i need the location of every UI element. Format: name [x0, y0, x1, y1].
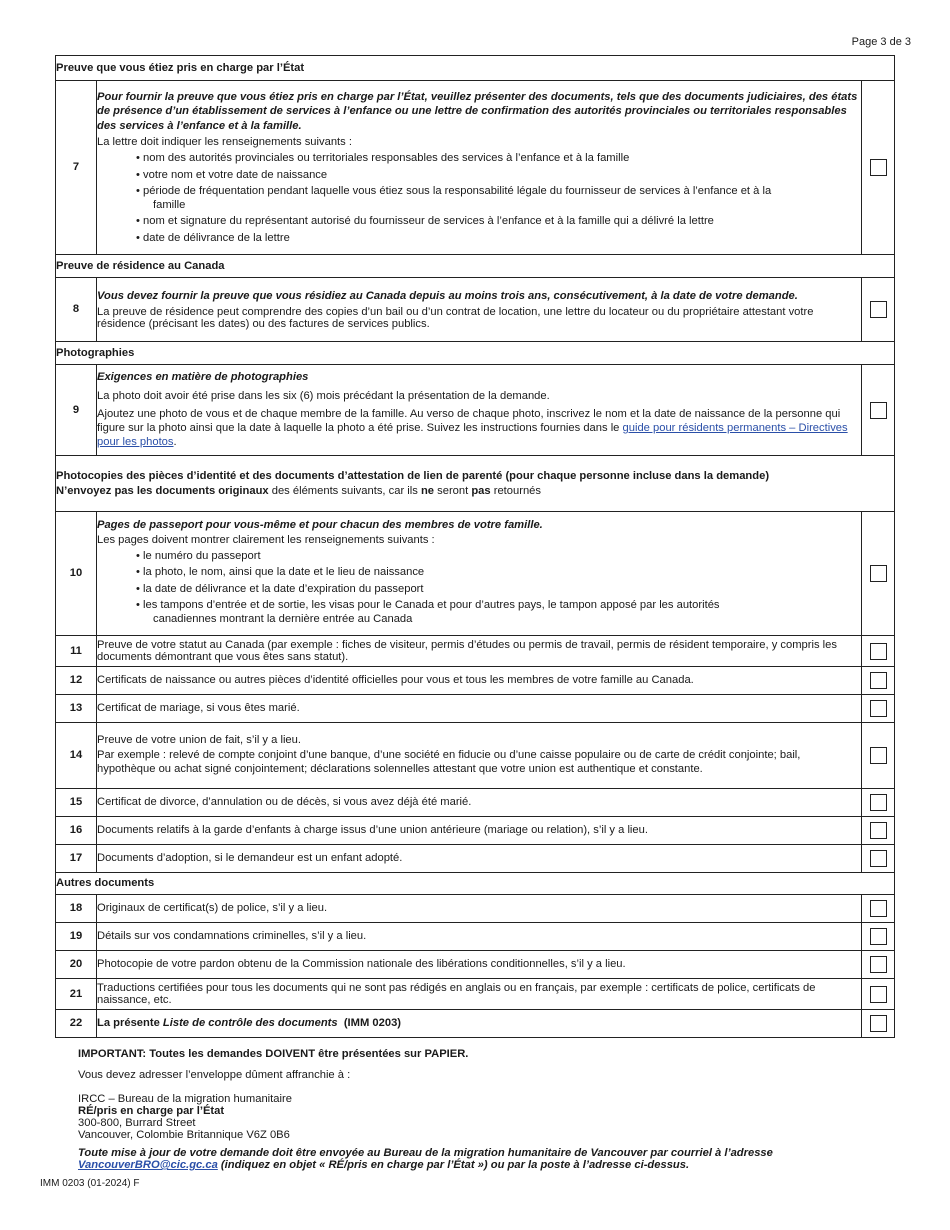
form-code: IMM 0203 (01-2024) F	[40, 1178, 140, 1189]
checklist-row-9	[56, 365, 895, 456]
checklist-row-10	[56, 512, 895, 636]
section-state-care: Preuve que vous étiez pris en charge par l’État	[56, 56, 895, 81]
checkbox-7[interactable]	[870, 159, 887, 176]
item-8-text: La preuve de résidence peut comprendre des copies d’un bail ou d’un contrat de location, une lettre du locateur ou du propriétaire attestant votre résidence (précisant les dates) ou des factures de services publics.	[97, 305, 814, 330]
checklist-row-22	[56, 1010, 895, 1038]
checklist-row-14	[56, 723, 895, 789]
item-number: 21	[56, 979, 97, 1010]
item-number: 12	[56, 667, 97, 695]
item-number: 15	[56, 789, 97, 817]
item-number: 16	[56, 817, 97, 845]
section-residence: Preuve de résidence au Canada	[56, 255, 895, 278]
item-number: 17	[56, 845, 97, 873]
address-line: RÉ/pris en charge par l’État	[78, 1105, 225, 1117]
checkbox-22[interactable]	[870, 1015, 887, 1032]
item-number: 11	[56, 636, 97, 667]
checklist-row-12	[56, 667, 895, 695]
checkbox-19[interactable]	[870, 928, 887, 945]
item-7-bullet: • période de fréquentation pendant laquelle vous étiez sous la responsabilité légale du fournisseur de services à l’enfance et à la	[136, 184, 772, 197]
checkbox-12[interactable]	[870, 672, 887, 689]
checklist-row-20	[56, 951, 895, 979]
checklist-row-8	[56, 278, 895, 342]
checkbox-8[interactable]	[870, 301, 887, 318]
checkbox-15[interactable]	[870, 794, 887, 811]
send-instruction: Vous devez adresser l’enveloppe dûment affranchie à :	[78, 1069, 351, 1081]
checklist-row-13	[56, 695, 895, 723]
item-7-bullet-cont: famille	[153, 199, 186, 212]
item-19-text: Détails sur vos condamnations criminelles, s’il y a lieu.	[97, 923, 862, 951]
item-9-instructions: Ajoutez une photo de vous et de chaque membre de la famille. Au verso de chaque photo, inscrivez le nom et la date de naissance de la personne qui figure sur la photo ainsi que la date à laquelle la photo a été prise. Suivez les instructions fournies dans le	[97, 407, 841, 435]
item-number: 18	[56, 895, 97, 923]
checkbox-21[interactable]	[870, 986, 887, 1003]
item-9-period: .	[173, 436, 177, 449]
checkbox-17[interactable]	[870, 850, 887, 867]
item-number: 9	[56, 365, 97, 456]
section-photos: Photographies	[56, 342, 895, 365]
item-number: 19	[56, 923, 97, 951]
item-10-bullet: • les tampons d’entrée et de sortie, les visas pour le Canada et pour d’autres pays, le tampon apposé par les autorités	[136, 598, 720, 611]
checklist-row-7	[56, 81, 895, 255]
item-7-bullet: • date de délivrance de la lettre	[136, 231, 290, 244]
checkbox-11[interactable]	[870, 643, 887, 660]
checklist-row-15	[56, 789, 895, 817]
item-10-lead: Les pages doivent montrer clairement les renseignements suivants :	[97, 533, 435, 546]
section-identity	[56, 456, 895, 512]
address-line: Vancouver, Colombie Britannique V6Z 0B6	[78, 1129, 290, 1141]
item-13-text: Certificat de mariage, si vous êtes marié.	[97, 695, 862, 723]
item-number: 22	[56, 1010, 97, 1038]
item-10-intro: Pages de passeport pour vous-même et pour chacun des membres de votre famille.	[97, 519, 543, 532]
item-22-text: La présente Liste de contrôle des documents (IMM 0203)	[97, 1010, 862, 1038]
item-10-bullet: • le numéro du passeport	[136, 550, 261, 563]
important-notice: IMPORTANT: Toutes les demandes DOIVENT être présentées sur PAPIER.	[78, 1048, 469, 1060]
item-9-intro: Exigences en matière de photographies	[97, 371, 309, 384]
item-8-intro: Vous devez fournir la preuve que vous résidiez au Canada depuis au moins trois ans, consécutivement, à la date de votre demande.	[97, 290, 798, 303]
checkbox-20[interactable]	[870, 956, 887, 973]
item-7-bullet: • nom et signature du représentant autorisé du fournisseur de services à l’enfance et à la famille qui a délivré la lettre	[136, 215, 714, 228]
item-21-text: Traductions certifiées pour tous les documents qui ne sont pas rédigés en anglais ou en français, par exemple : certificats de police, certificats de naissance, etc.	[97, 979, 862, 1010]
page-number: Page 3 de 3	[851, 36, 911, 48]
checklist-row-18	[56, 895, 895, 923]
checklist-row-11	[56, 636, 895, 667]
document-checklist-table	[55, 55, 895, 1038]
item-7-bullet: • votre nom et votre date de naissance	[136, 168, 328, 181]
item-7-lead: La lettre doit indiquer les renseignements suivants :	[97, 135, 352, 148]
item-16-text: Documents relatifs à la garde d’enfants à charge issus d’une union antérieure (mariage ou relation), s’il y a lieu.	[97, 817, 862, 845]
item-7-intro: Pour fournir la preuve que vous étiez pris en charge par l’État, veuillez présenter des documents, tels que des documents judiciaires, des états de présence d’un établissement de services à l’enfance ou une lettre de confirmation des autorités provinciales ou territoriales responsables des services à l’enfance et à la famille.	[97, 91, 858, 132]
photo-guide-link[interactable]: guide pour résidents permanents – Directives pour les photos	[97, 422, 848, 449]
checklist-row-19	[56, 923, 895, 951]
section-other: Autres documents	[56, 873, 895, 895]
item-10-bullet: • la date de délivrance et la date d’expiration du passeport	[136, 582, 424, 595]
item-15-text: Certificat de divorce, d’annulation ou de décès, si vous avez déjà été marié.	[97, 789, 862, 817]
checkbox-13[interactable]	[870, 700, 887, 717]
item-7-bullet: • nom des autorités provinciales ou territoriales responsables des services à l’enfance et à la famille	[136, 152, 630, 165]
item-number: 14	[56, 723, 97, 789]
mailing-instructions	[78, 1048, 898, 1171]
item-number: 13	[56, 695, 97, 723]
email-link[interactable]: VancouverBRO@cic.gc.ca	[78, 1159, 218, 1171]
item-number: 10	[56, 512, 97, 636]
checklist-row-16	[56, 817, 895, 845]
checklist-row-17	[56, 845, 895, 873]
item-12-text: Certificats de naissance ou autres pièces d’identité officielles pour vous et tous les membres de votre famille au Canada.	[97, 667, 862, 695]
checkbox-9[interactable]	[870, 402, 887, 419]
checkbox-10[interactable]	[870, 565, 887, 582]
item-number: 20	[56, 951, 97, 979]
checkbox-16[interactable]	[870, 822, 887, 839]
item-number: 8	[56, 278, 97, 342]
item-9-text: La photo doit avoir été prise dans les six (6) mois précédant la présentation de la demande.	[97, 389, 550, 402]
item-14-text: Preuve de votre union de fait, s’il y a lieu.	[97, 734, 301, 747]
item-11-text: Preuve de votre statut au Canada (par exemple : fiches de visiteur, permis d’études ou permis de travail, permis de résident temporaire, y compris les documents démontrant que vous êtes sans statut).	[97, 636, 862, 667]
address-line: IRCC – Bureau de la migration humanitaire	[78, 1093, 292, 1105]
checkbox-18[interactable]	[870, 900, 887, 917]
item-18-text: Originaux de certificat(s) de police, s’il y a lieu.	[97, 895, 862, 923]
checklist-row-21	[56, 979, 895, 1010]
item-10-bullet-cont: canadiennes montrant la dernière entrée au Canada	[153, 613, 413, 626]
section-identity-note: N’envoyez pas les documents originaux des éléments suivants, car ils ne seront pas retournés	[56, 484, 541, 497]
section-identity-title: Photocopies des pièces d’identité et des documents d’attestation de lien de parenté (pour chaque personne incluse dans la demande)	[56, 470, 770, 483]
address-line: 300-800, Burrard Street	[78, 1117, 196, 1129]
item-20-text: Photocopie de votre pardon obtenu de la Commission nationale des libérations conditionnelles, s’il y a lieu.	[97, 951, 862, 979]
item-14-example: Par exemple : relevé de compte conjoint d’une banque, d’une société en fiducie ou d’une caisse populaire ou de carte de crédit conjointe; bail, hypothèque ou achat signé conjointement; déclarations solennelles attestant que votre union est authentique et constante.	[97, 748, 801, 776]
checkbox-14[interactable]	[870, 747, 887, 764]
item-10-bullet: • la photo, le nom, ainsi que la date et le lieu de naissance	[136, 566, 425, 579]
item-17-text: Documents d’adoption, si le demandeur est un enfant adopté.	[97, 845, 862, 873]
item-number: 7	[56, 81, 97, 255]
update-instructions: Toute mise à jour de votre demande doit être envoyée au Bureau de la migration humanitaire de Vancouver par courriel à l’adresse VancouverBRO@cic.gc.ca (indiquez en objet « RÉ/pris en charge par l’État ») ou par la poste à l’adresse ci-dessus.	[78, 1147, 773, 1171]
